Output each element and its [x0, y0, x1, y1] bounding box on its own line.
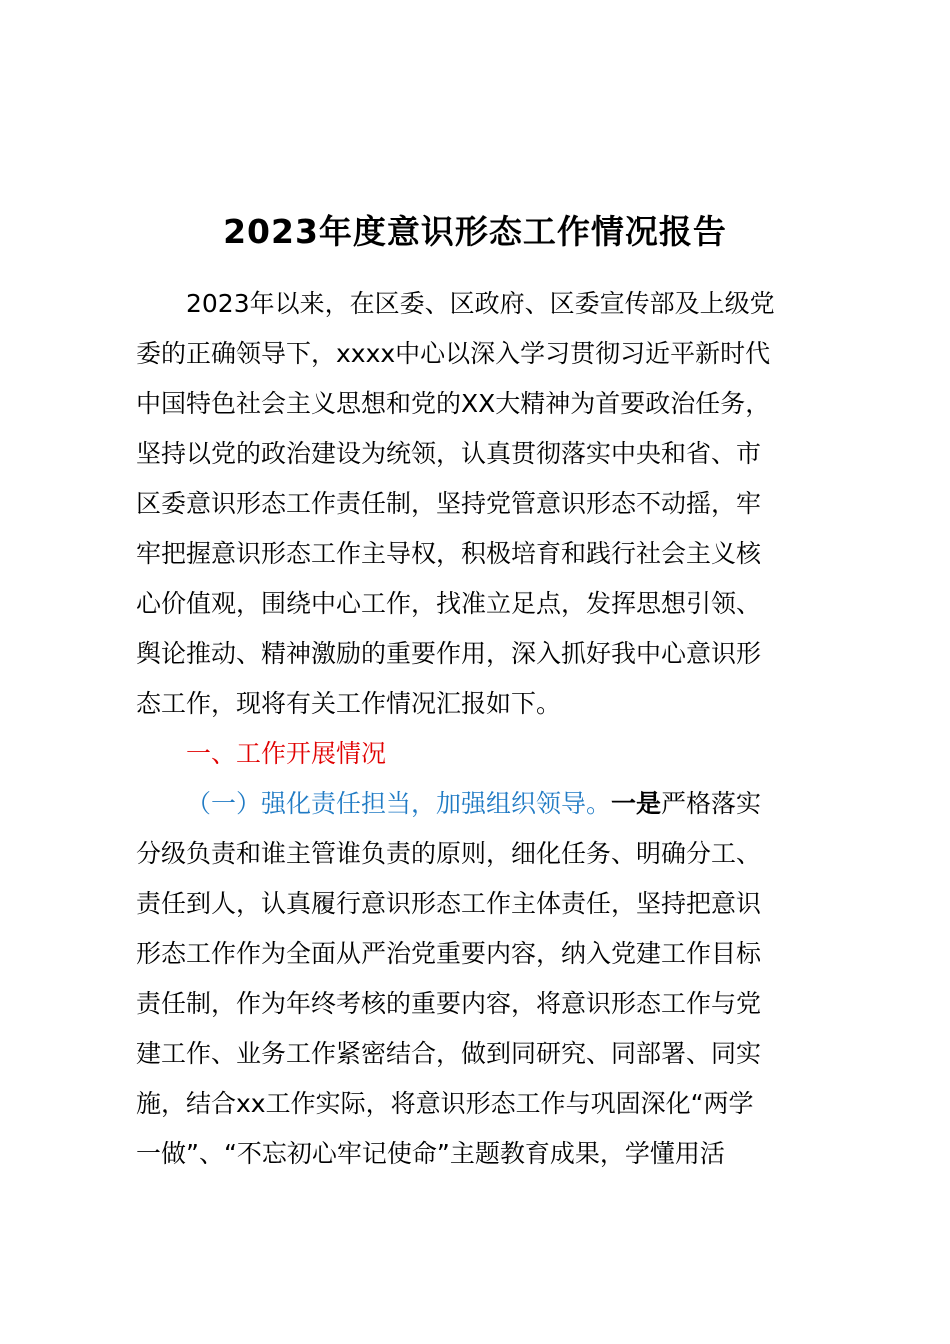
intro-line: 坚持以党的政治建设为统领，认真贯彻落实中央和省、市	[136, 439, 762, 468]
subsection-heading: （一）强化责任担当，加强组织领导。	[186, 789, 612, 818]
intro-line: 中国特色社会主义思想和党的XX大精神为首要政治任务，	[136, 389, 771, 418]
intro-line: 2023年以来，在区委、区政府、区委宣传部及上级党	[186, 289, 775, 318]
intro-line: 牢把握意识形态工作主导权，积极培育和践行社会主义核	[136, 539, 762, 568]
subsection-first-line	[186, 779, 761, 829]
intro-line: 态工作，现将有关工作情况汇报如下。	[136, 689, 562, 718]
intro-line: 区委意识形态工作责任制，坚持党管意识形态不动摇，牢	[136, 489, 762, 518]
body-text: 严格落实	[661, 789, 762, 818]
body-line: 形态工作作为全面从严治党重要内容，纳入党建工作目标	[136, 939, 762, 968]
body-line: 责任到人，认真履行意识形态工作主体责任，坚持把意识	[136, 889, 762, 918]
body-line: 一做”、“不忘初心牢记使命”主题教育成果，学懂用活	[136, 1139, 725, 1168]
intro-line: 舆论推动、精神激励的重要作用，深入抓好我中心意识形	[136, 639, 762, 668]
lead-marker: 一是	[611, 789, 662, 818]
body-line: 建工作、业务工作紧密结合，做到同研究、同部署、同实	[136, 1039, 762, 1068]
body-line: 施，结合xx工作实际，将意识形态工作与巩固深化“两学	[136, 1089, 754, 1118]
intro-line: 委的正确领导下，xxxx中心以深入学习贯彻习近平新时代	[136, 339, 771, 368]
section-heading: 一、工作开展情况	[186, 739, 387, 768]
document-title: 2023年度意识形态工作情况报告	[223, 212, 727, 251]
body-line: 分级负责和谁主管谁负责的原则，细化任务、明确分工、	[136, 839, 762, 868]
body-line: 责任制，作为年终考核的重要内容，将意识形态工作与党	[136, 989, 762, 1018]
intro-line: 心价值观，围绕中心工作，找准立足点，发挥思想引领、	[136, 589, 762, 618]
